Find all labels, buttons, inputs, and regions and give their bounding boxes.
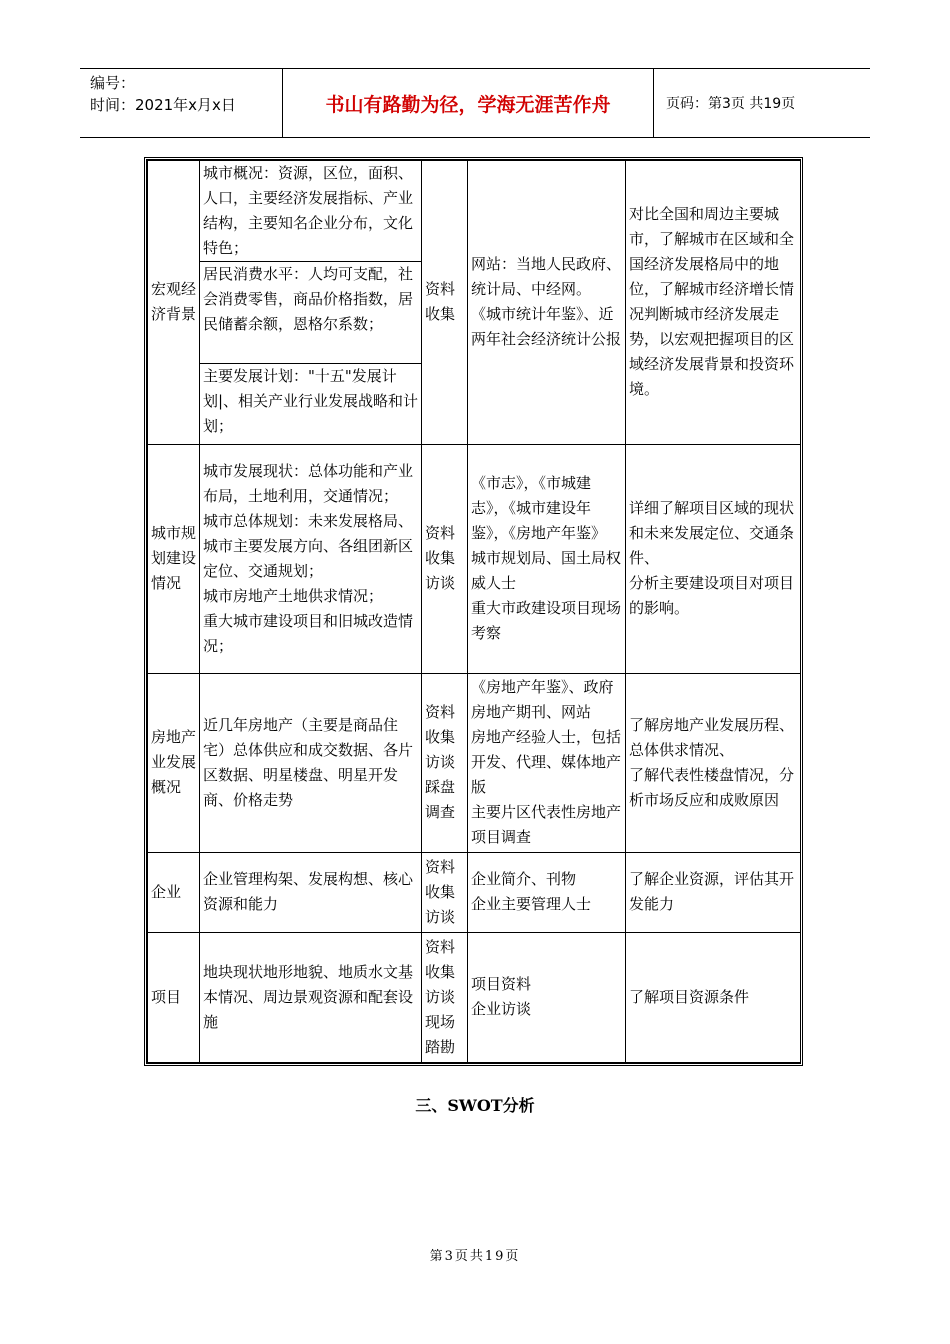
header-page-info: 页码：第3页 共19页: [666, 96, 796, 112]
table-row: [148, 852, 801, 932]
content-cell: 企业管理构架、发展构想、核心资源和能力: [200, 852, 422, 932]
content-cell: 地块现状地形地貌、地质水文基本情况、周边景观资源和配套设施: [200, 932, 422, 1062]
method-cell: 资料收集访谈现场踏勘: [422, 932, 468, 1062]
table-row: [148, 161, 801, 262]
content-cell: 城市概况：资源，区位，面积、人口，主要经济发展指标、产业结构，主要知名企业分布，文化特色；: [200, 161, 422, 262]
survey-table: [144, 157, 803, 1066]
category-cell: 宏观经济背景: [148, 161, 200, 445]
purpose-cell: 详细了解项目区域的现状和未来发展定位、交通条件、 分析主要建设项目对项目的影响。: [626, 444, 801, 674]
content-cell: 居民消费水平：人均可支配，社会消费零售，商品价格指数，居民储蓄余额，恩格尔系数；: [200, 262, 422, 364]
content-cell: 主要发展计划："十五"发展计划|、相关产业行业发展战略和计划；: [200, 364, 422, 444]
category-cell: 城市规划建设情况: [148, 444, 200, 674]
source-cell: 《房地产年鉴》、政府房地产期刊、网站 房地产经验人士，包括开发、代理、媒体地产版 主要片区代表性房地产项目调查: [468, 674, 626, 852]
purpose-cell: 了解项目资源条件: [626, 932, 801, 1062]
purpose-cell: 了解房地产业发展历程、总体供求情况、 了解代表性楼盘情况，分析市场反应和成败原因: [626, 674, 801, 852]
table-row: [148, 932, 801, 1062]
method-cell: 资料收集访谈: [422, 444, 468, 674]
header-motto: 书山有路勤为径，学海无涯苦作舟: [283, 69, 654, 137]
content-cell: 近几年房地产（主要是商品住宅）总体供应和成交数据、各片区数据、明星楼盘、明星开发商、价格走势: [200, 674, 422, 852]
source-cell: 《市志》，《市城建志》，《城市建设年鉴》，《房地产年鉴》 城市规划局、国土局权威人士 重大市政建设项目现场考察: [468, 444, 626, 674]
section-title: 三、SWOT分析: [415, 1096, 535, 1115]
source-cell: 企业简介、刊物 企业主要管理人士: [468, 852, 626, 932]
method-cell: 资料收集: [422, 161, 468, 445]
number-label: 编号：: [90, 74, 136, 92]
method-cell: 资料收集访谈踩盘调查: [422, 674, 468, 852]
category-cell: 企业: [148, 852, 200, 932]
source-cell: 项目资料 企业访谈: [468, 932, 626, 1062]
purpose-cell: 了解企业资源，评估其开发能力: [626, 852, 801, 932]
content-cell: 城市发展现状：总体功能和产业布局，土地利用，交通情况； 城市总体规划：未来发展格局、城市主要发展方向、各组团新区定位、交通规划； 城市房地产土地供求情况； 重大城市建设项目和旧城改造情况；: [200, 444, 422, 674]
table-row: [148, 674, 801, 852]
time-label: 时间：2021年x月x日: [90, 96, 236, 114]
table-row: [148, 444, 801, 674]
source-cell: 网站：当地人民政府、统计局、中经网。 《城市统计年鉴》、近两年社会经济统计公报: [468, 161, 626, 445]
purpose-cell: 对比全国和周边主要城市，了解城市在区域和全国经济发展格局中的地位，了解城市经济增长情况判断城市经济发展走势，以宏观把握项目的区域经济发展背景和投资环境。: [626, 161, 801, 445]
category-cell: 项目: [148, 932, 200, 1062]
category-cell: 房地产业发展概况: [148, 674, 200, 852]
page-header: [80, 68, 870, 138]
method-cell: 资料收集访谈: [422, 852, 468, 932]
page-footer: 第3页共19页: [429, 1249, 521, 1264]
header-meta: [80, 69, 283, 137]
